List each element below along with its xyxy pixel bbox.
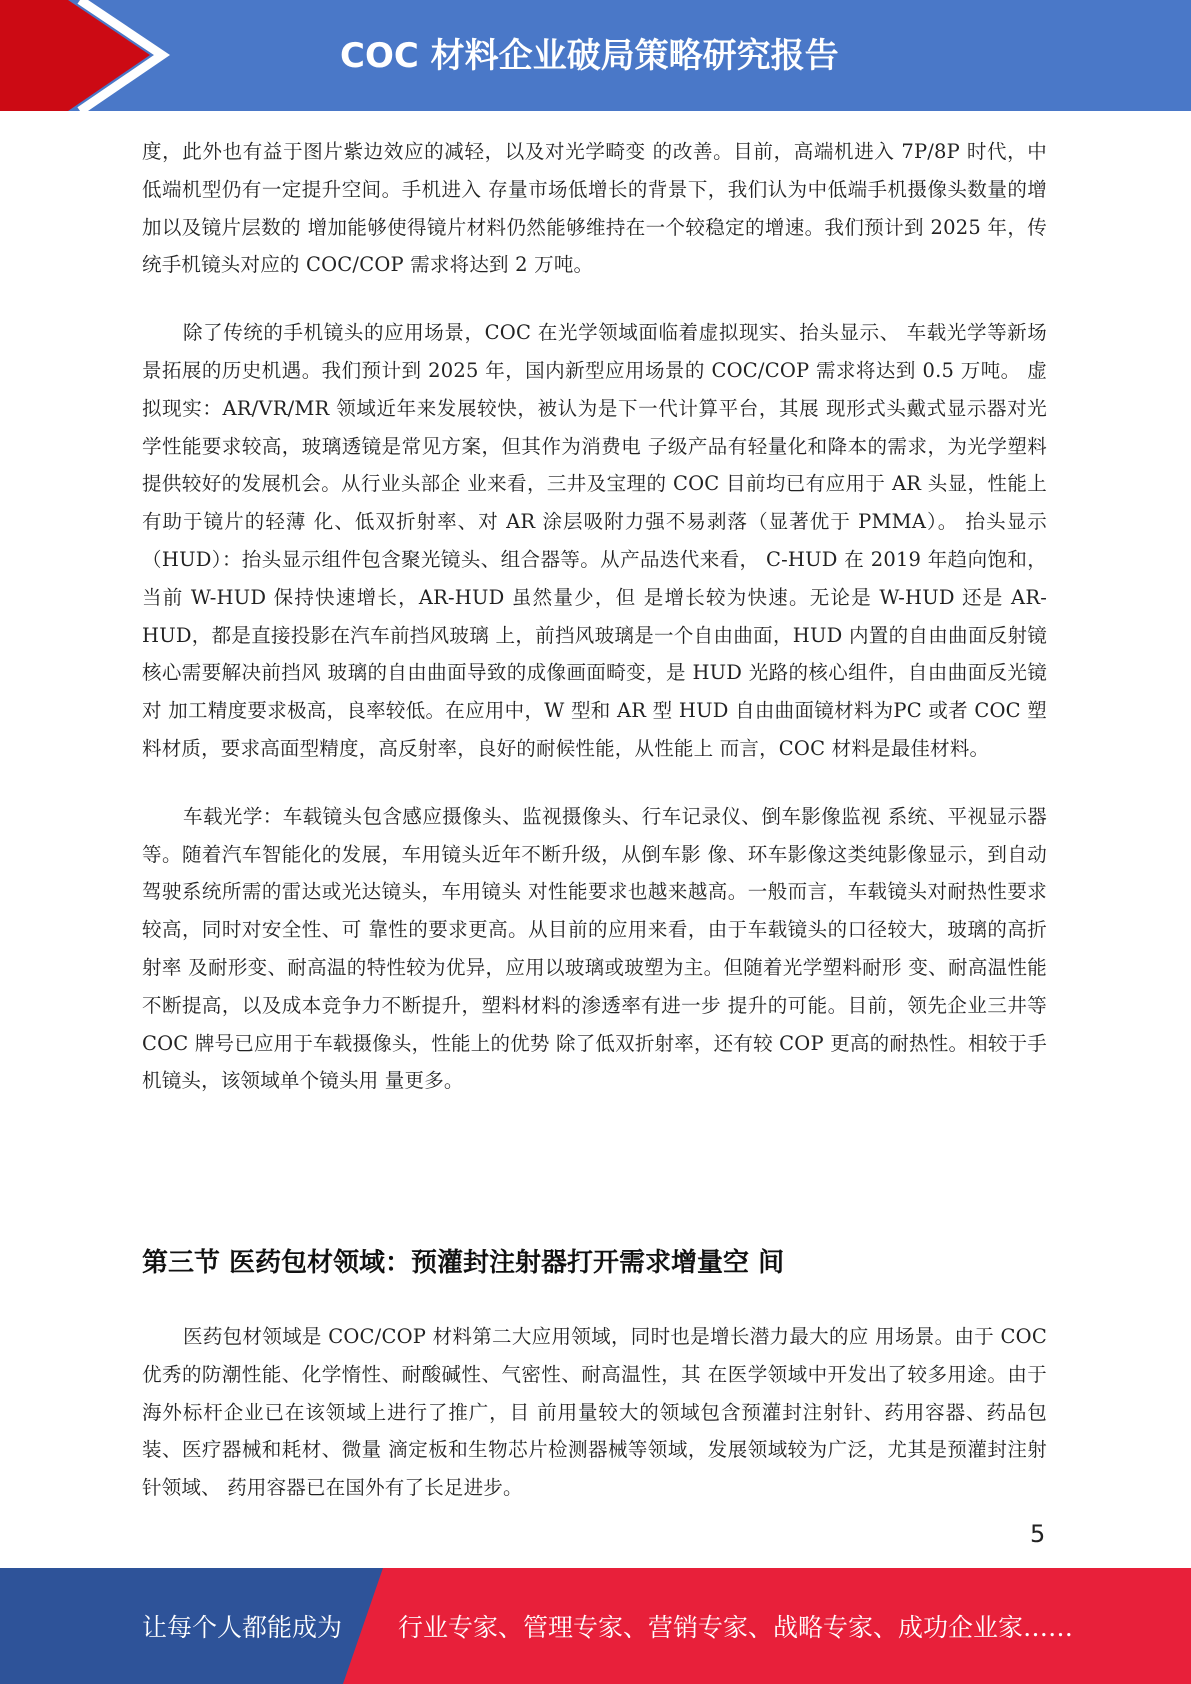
body-content (142, 133, 1047, 1100)
paragraph-automotive-optics: 车载光学：车载镜头包含感应摄像头、监视摄像头、行车记录仪、倒车影像监视 系统、平视显示器等。随着汽车智能化的发展，车用镜头近年不断升级，从倒车影 像、环车影像这类纯影像显示，到自动驾驶系统所需的雷达或光达镜头，车用镜头 对性能要求也越来越高。一般而言，车载镜头对耐热性要求较高，同时对安全性、可 靠性的要求更高。从目前的应用来看，由于车载镜头的口径较大，玻璃的高折射率 及耐形变、耐高温的特性较为优异，应用以玻璃或玻塑为主。但随着光学塑料耐形 变、耐高温性能不断提高，以及成本竞争力不断提升，塑料材料的渗透率有进一步 提升的可能。目前，领先企业三井等 COC 牌号已应用于车载摄像头，性能上的优势 除了低双折射率，还有较 COP 更高的耐热性。相较于手机镜头，该领域单个镜头用 量更多。 (142, 804, 1047, 1093)
page-footer (0, 1568, 1191, 1684)
paragraph-continuation: 度，此外也有益于图片紫边效应的减轻，以及对光学畸变 的改善。目前，高端机进入 7P/8P 时代，中低端机型仍有一定提升空间。手机进入 存量市场低增长的背景下，我们认为中低端手机摄像头数量的增加以及镜片层数的 增加能够使得镜片材料仍然能够维持在一个较稳定的增速。我们预计到 2025 年，传 统手机镜头对应的 COC/COP 需求将达到 2 万吨。 (142, 140, 1047, 277)
section-content (142, 1318, 1047, 1507)
section-heading: 第三节 医药包材领域：预灌封注射器打开需求增量空 间 (142, 1248, 785, 1278)
paragraph-new-scenarios: 除了传统的手机镜头的应用场景，COC 在光学领域面临着虚拟现实、抬头显示、 车载光学等新场景拓展的历史机遇。我们预计到 2025 年，国内新型应用场景的 COC/COP 需求将达到 0.5 万吨。 虚拟现实：AR/VR/MR 领域近年来发展较快，被认为是下一代计算平台，其展 现形式头戴式显示器对光学性能要求较高，玻璃透镜是常见方案，但其作为消费电 子级产品有轻量化和降本的需求，为光学塑料提供较好的发展机会。从行业头部企 业来看，三井及宝理的 COC 目前均已有应用于 AR 头显，性能上有助于镜片的轻薄 化、低双折射率、对 AR 涂层吸附力强不易剥落（显著优于 PMMA）。 抬头显示（HUD）：抬头显示组件包含聚光镜头、组合器等。从产品迭代来看， C-HUD 在 2019 年趋向饱和，当前 W-HUD 保持快速增长，AR-HUD 虽然量少，但 是增长较为快速。无论是 W-HUD 还是 AR-HUD，都是直接投影在汽车前挡风玻璃 上，前挡风玻璃是一个自由曲面，HUD 内置的自由曲面反射镜核心需要解决前挡风 玻璃的自由曲面导致的成像画面畸变，是 HUD 光路的核心组件，自由曲面反光镜对 加工精度要求极高，良率较低。在应用中，W 型和 AR 型 HUD 自由曲面镜材料为PC 或者 COC 塑料材质，要求高面型精度，高反射率，良好的耐候性能，从性能上 而言，COC 材料是最佳材料。 (142, 321, 1047, 760)
page-header (0, 0, 1191, 111)
red-chevron-shape (0, 0, 150, 111)
report-title: COC 材料企业破局策略研究报告 (340, 36, 839, 76)
paragraph-medical-packaging: 医药包材领域是 COC/COP 材料第二大应用领域，同时也是增长潜力最大的应 用场景。由于 COC 优秀的防潮性能、化学惰性、耐酸碱性、气密性、耐高温性，其 在医学领域中开发出了较多用途。由于海外标杆企业已在该领域上进行了推广，目 前用量较大的领域包含预灌封注射针、药用容器、药品包装、医疗器械和耗材、微量 滴定板和生物芯片检测器械等领域，发展领域较为广泛，尤其是预灌封注射针领域、 药用容器已在国外有了长足进步。 (142, 1325, 1047, 1500)
footer-slogan-right: 行业专家、管理专家、营销专家、战略专家、成功企业家…… (398, 1613, 1074, 1642)
page-number: 5 (1030, 1520, 1046, 1548)
footer-slogan-left: 让每个人都能成为 (142, 1613, 343, 1642)
